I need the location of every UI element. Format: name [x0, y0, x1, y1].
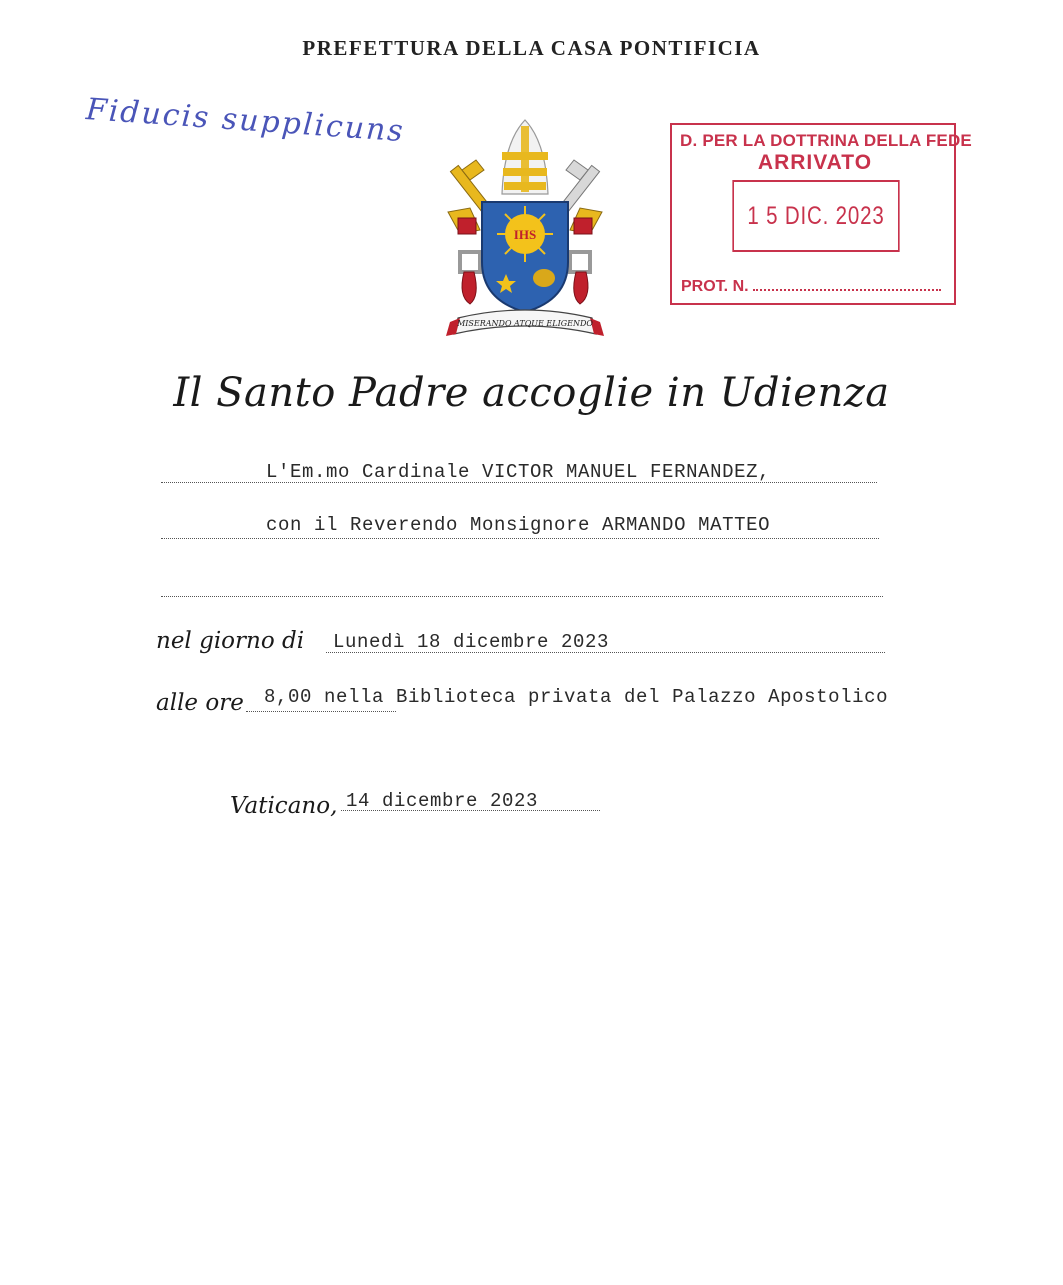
papal-coat-of-arms [440, 112, 610, 344]
stamp-date: 1 5 DIC. 2023 [747, 201, 885, 230]
stamp-date-box [732, 180, 899, 252]
stamp-prot-field [753, 289, 941, 291]
day-value: Lunedì 18 dicembre 2023 [333, 631, 610, 653]
dotted-line-2 [161, 538, 879, 539]
svg-text:IHS: IHS [513, 227, 537, 242]
dotted-line-3 [161, 596, 883, 597]
handwritten-note: Fiducis supplicuns [84, 92, 406, 150]
line-monsignore: con il Reverendo Monsignore ARMANDO MATTEO [266, 514, 771, 536]
day-label: nel giorno di [156, 628, 305, 654]
stamp-prot-label: PROT. N. [681, 278, 749, 295]
audience-title: Il Santo Padre accoglie in Udienza [173, 370, 890, 416]
line-cardinal: L'Em.mo Cardinale VICTOR MANUEL FERNANDEZ, [266, 461, 771, 483]
time-value: 8,00 nella Biblioteca privata del Palazzo Apostolico [264, 686, 889, 708]
coat-of-arms-icon [440, 112, 610, 344]
place-label: Vaticano, [230, 793, 338, 819]
issue-date: 14 dicembre 2023 [346, 790, 539, 812]
time-dotted-line [246, 711, 396, 712]
svg-text:MISERANDO ATQUE ELIGENDO: MISERANDO ATQUE ELIGENDO [457, 319, 593, 328]
stamp-protocol [681, 278, 941, 296]
stamp-office: D. PER LA DOTTRINA DELLA FEDE [680, 131, 972, 150]
stamp-status: ARRIVATO [757, 151, 873, 174]
arrival-stamp [670, 123, 972, 305]
header-prefettura: PREFETTURA DELLA CASA PONTIFICIA [302, 36, 761, 60]
time-label: alle ore [156, 690, 244, 716]
